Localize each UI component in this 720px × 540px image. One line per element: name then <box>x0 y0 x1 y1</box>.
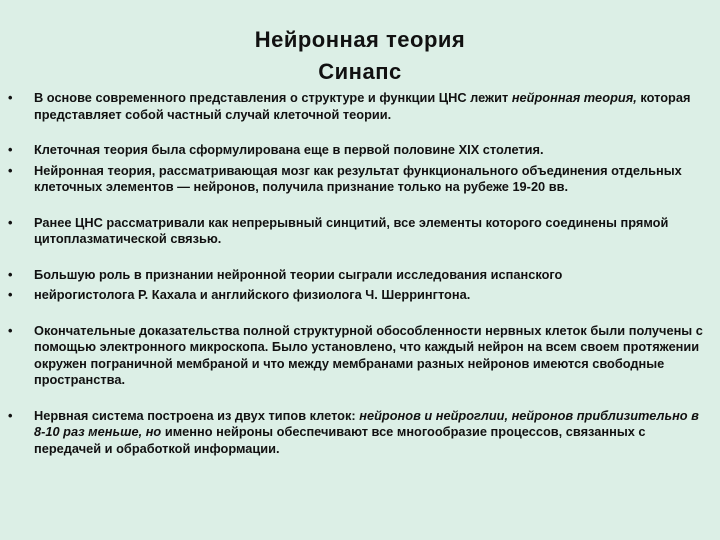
bullet-text: которая представляет собой частный случай клеточной теории. <box>34 90 691 122</box>
bullet-item-neuron-recognition <box>8 163 708 196</box>
bullet-text: Большую роль в признании нейронной теории сыграли исследования испанского <box>34 266 563 282</box>
bullet-text: нейрогистолога Р. Кахала и английского физиолога Ч. Шеррингтона. <box>34 287 471 302</box>
bullet-item-kahal-sherrington <box>8 287 708 304</box>
bullet-text: Окончательные доказательства полной структурной обособленности нервных клеток были получены с помощью электронного микроскопа. Было установлено, что каждый нейрон на всем своем протяжении окружен пограничной мембраной и что между мембранами разных нейронов имеются свободные пространства. <box>34 322 703 387</box>
bullet-list <box>8 90 708 457</box>
title-line-1: Нейронная теория <box>254 27 466 52</box>
bullet-item-electron-microscope <box>8 323 708 389</box>
bullet-italic-text: нейронов и нейроглии, нейронов приблизительно в 8-10 раз меньше, но <box>34 407 699 439</box>
bullet-item-research-role <box>8 267 708 284</box>
bullet-text: Нейронная теория, рассматривающая мозг как результат функционального объединения отдельных клеточных элементов — нейронов, получила признание только на рубеже 19-20 вв. <box>34 162 682 194</box>
bullet-text: Клеточная теория была сформулирована еще в первой половине XIX столетия. <box>34 142 544 157</box>
bullet-text: Ранее ЦНС рассматривали как непрерывный синцитий, все элементы которого соединены прямой цитоплазматической связью. <box>34 214 669 246</box>
bullet-item-cell-types <box>8 408 708 458</box>
bullet-item-cell-theory <box>8 142 708 159</box>
bullet-text: Нервная система построена из двух типов клеток: <box>34 407 360 423</box>
slide-title <box>0 24 720 88</box>
bullet-text: именно нейроны обеспечивают все многообразие процессов, связанных с передачей и обработкой информации. <box>34 424 646 456</box>
bullet-italic-text: нейронная теория, <box>511 90 637 105</box>
title-line-2: Синапс <box>318 59 402 84</box>
bullet-text: В основе современного представления о структуре и функции ЦНС лежит <box>34 90 512 105</box>
bullet-item-neuron-theory-basis <box>8 90 708 123</box>
bullet-item-syncytium <box>8 215 708 248</box>
